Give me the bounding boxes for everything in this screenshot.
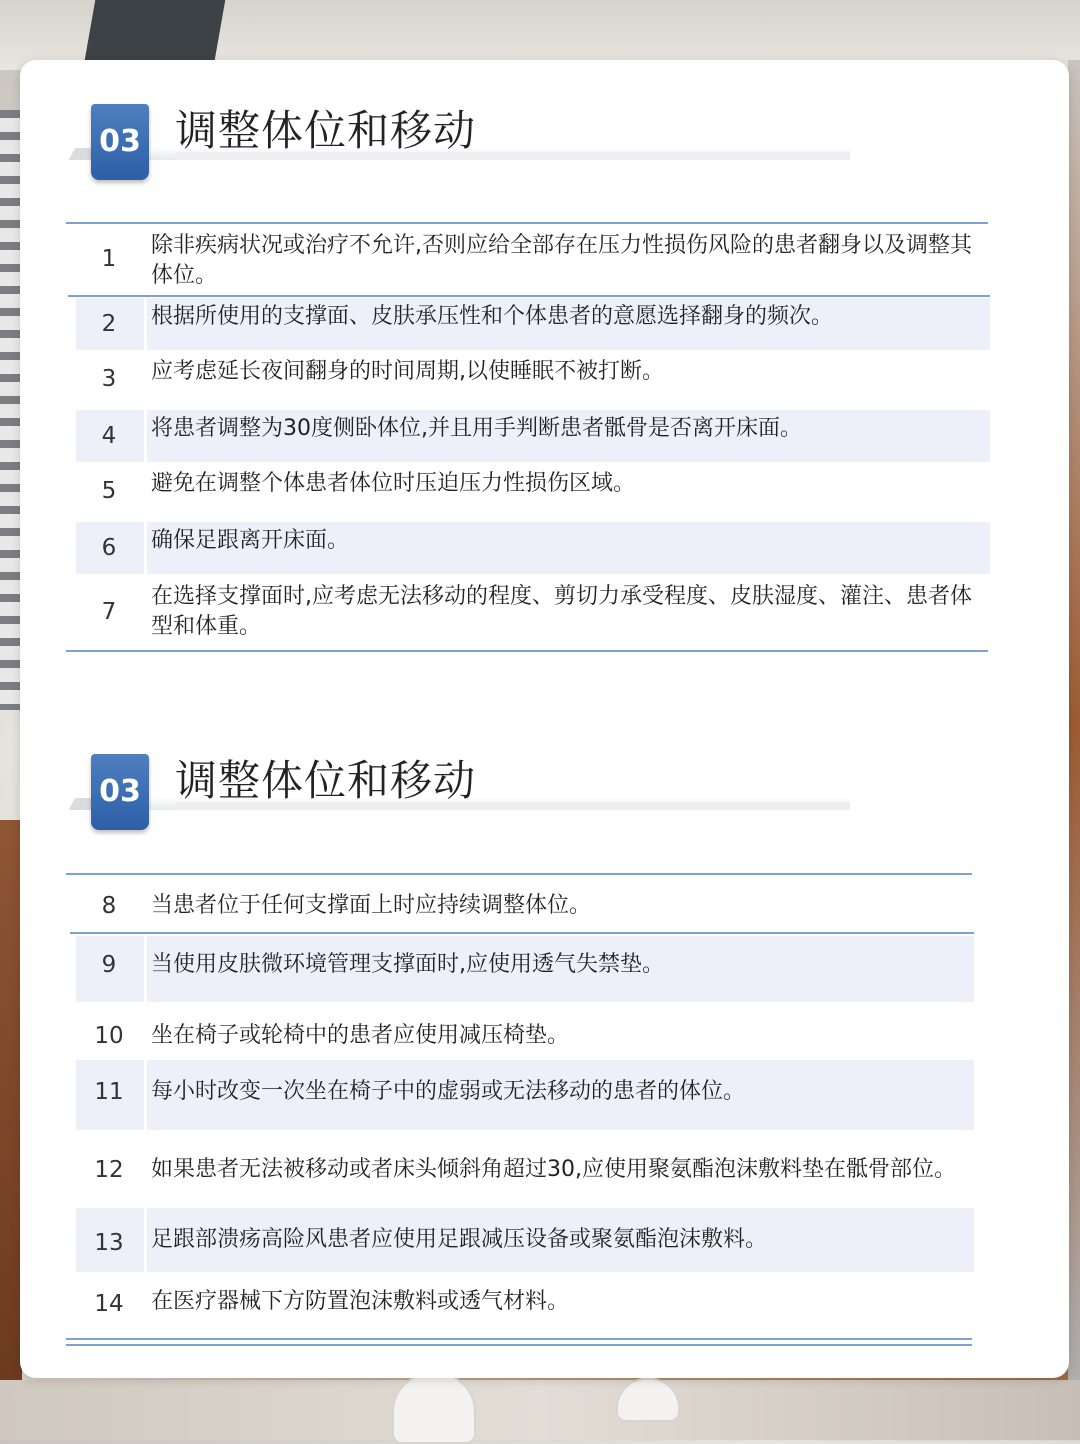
item-text: 当患者位于任何支撑面上时应持续调整体位。	[151, 893, 592, 918]
item-text: 避免在调整个体患者体位时压迫压力性损伤区域。	[151, 471, 636, 496]
item-number: 3	[101, 366, 117, 392]
item-text: 足跟部溃疡高险风患者应使用足跟减压设备或聚氨酯泡沫敷料。	[151, 1227, 768, 1252]
list-item	[76, 298, 990, 350]
column-separator	[144, 1208, 147, 1272]
item-text: 在选择支撑面时,应考虑无法移动的程度、剪切力承受程度、皮肤湿度、灌注、患者体型和体重。	[151, 584, 972, 639]
item-text: 在医疗器械下方防置泡沫敷料或透气材料。	[151, 1289, 570, 1314]
item-number: 2	[101, 311, 117, 337]
column-separator	[144, 1060, 147, 1130]
column-separator	[144, 936, 147, 1002]
item-number: 1	[101, 246, 117, 272]
table-bottom-rule	[66, 1344, 972, 1346]
list-item	[76, 352, 990, 406]
background-wood-panel	[0, 820, 22, 1380]
content-card	[20, 60, 1069, 1378]
list-item	[76, 1208, 974, 1272]
background-shoe-left	[392, 1372, 476, 1444]
table-top-rule	[66, 873, 972, 875]
item-text: 除非疾病状况或治疗不允许,否则应给全部存在压力性损伤风险的患者翻身以及调整其体位。	[151, 233, 972, 288]
column-separator	[144, 522, 147, 574]
list-item	[76, 880, 974, 932]
item-number: 7	[101, 599, 117, 625]
item-number: 13	[94, 1230, 124, 1256]
item-number: 9	[101, 952, 117, 978]
item-text: 根据所使用的支撑面、皮肤承压性和个体患者的意愿选择翻身的频次。	[151, 304, 834, 329]
item-number: 4	[101, 423, 117, 449]
row-rule	[68, 295, 990, 297]
list-item	[76, 227, 990, 292]
background-floor	[0, 1380, 1080, 1440]
item-text: 将患者调整为30度侧卧体位,并且用手判断患者骶骨是否离开床面。	[151, 416, 802, 441]
list-item	[76, 522, 990, 574]
item-number: 5	[101, 478, 117, 504]
list-item	[76, 1060, 974, 1130]
section-title: 调整体位和移动	[175, 106, 477, 155]
item-text: 坐在椅子或轮椅中的患者应使用减压椅垫。	[151, 1023, 570, 1048]
list-item	[76, 1134, 974, 1206]
section-title: 调整体位和移动	[175, 756, 477, 805]
item-text: 确保足跟离开床面。	[151, 528, 350, 553]
table-mid-rule	[66, 1338, 972, 1340]
item-text: 应考虑延长夜间翻身的时间周期,以使睡眠不被打断。	[151, 359, 664, 384]
item-text: 每小时改变一次坐在椅子中的虚弱或无法移动的患者的体位。	[151, 1079, 746, 1104]
item-number: 10	[94, 1023, 124, 1049]
table-bottom-rule	[66, 650, 988, 652]
table-top-rule	[66, 222, 988, 224]
item-text: 当使用皮肤微环境管理支撑面时,应使用透气失禁垫。	[151, 952, 664, 977]
column-separator	[144, 298, 147, 350]
section-number-badge: 03	[91, 104, 149, 180]
background-right-edge	[1068, 60, 1080, 1390]
item-text: 如果患者无法被移动或者床头倾斜角超过30,应使用聚氨酯泡沫敷料垫在骶骨部位。	[151, 1157, 956, 1182]
item-number: 11	[94, 1079, 124, 1105]
background-blinds	[0, 110, 22, 710]
item-number: 12	[94, 1157, 124, 1183]
column-separator	[144, 410, 147, 462]
list-item	[76, 1276, 974, 1332]
background-sign	[85, 0, 226, 60]
list-item	[76, 464, 990, 518]
item-number: 6	[101, 535, 117, 561]
list-item	[76, 1006, 974, 1060]
list-item	[76, 936, 974, 1002]
list-item	[76, 410, 990, 462]
item-number: 14	[94, 1291, 124, 1317]
row-rule	[70, 932, 974, 934]
section-number-badge: 03	[91, 754, 149, 830]
list-item	[76, 578, 990, 646]
item-number: 8	[101, 893, 117, 919]
